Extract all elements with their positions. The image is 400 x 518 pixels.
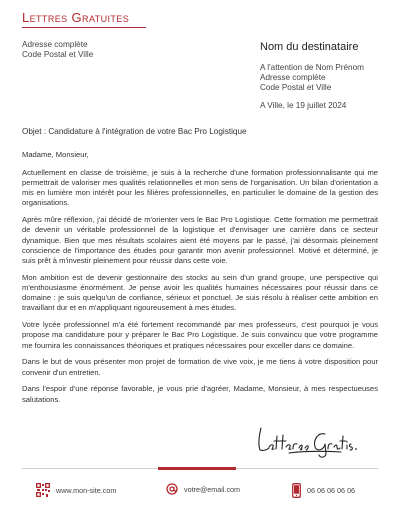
footer-phone[interactable] (292, 483, 355, 498)
footer-email-text: votre@email.com (184, 484, 241, 494)
footer-email[interactable] (166, 483, 240, 495)
brand-title: Lettres Gratuites (22, 10, 130, 25)
qr-code-icon (36, 483, 50, 497)
recipient-name: Nom du destinataire (260, 41, 359, 53)
recipient-address: Adresse complète (260, 73, 326, 82)
recipient-attention: A l'attention de Nom Prénom (260, 63, 364, 72)
brand-underline (22, 27, 146, 28)
footer-website[interactable] (36, 483, 116, 497)
letter-greeting: Madame, Monsieur, (22, 150, 89, 159)
body-paragraph-6: Dans l'espoir d'une réponse favorable, je vous prie d'agréer, Madame, Monsieur, à mes respectueuses salutations. (22, 384, 378, 404)
footer-phone-text: 06 06 06 06 06 (307, 486, 355, 495)
body-paragraph-1: Actuellement en classe de troisième, je suis à la recherche d'une formation professionnalisante qui me permettrait de valoriser mes qualités relationnelles et mon sens de l'organisation. Un bilan d'orientation a mis en lumière mon intérêt pour les filières professionnelles, en particulier le domaine de la gestion des organisations. (22, 167, 378, 208)
sender-address: Adresse complète (22, 40, 88, 49)
letter-body (22, 150, 378, 411)
mobile-phone-icon (292, 483, 301, 498)
letter-date: A Ville, le 19 juillet 2024 (260, 101, 347, 110)
handwritten-signature (255, 420, 365, 460)
letter-subject: Objet : Candidature à l'intégration de votre Bac Pro Logistique (22, 127, 247, 136)
at-sign-icon (166, 483, 178, 495)
body-paragraph-2: Après mûre réflexion, j'ai décidé de m'orienter vers le Bac Pro Logistique. Cette formation me permettrait de devenir un véritable professionnel de la logistique et d'envisager une carrière dans ce secteur dynamique. Bien que mes résultats scolaires aient été moyens par le passé, j'ai désormais pleinement conscience de l'importance des études pour garantir mon avenir professionnel. Motivé et déterminé, je suis prêt à m'investir pleinement pour réussir dans cette voie. (22, 215, 378, 266)
footer-accent-bar (158, 467, 236, 470)
body-paragraph-3: Mon ambition est de devenir gestionnaire des stocks au sein d'un grand groupe, une perspective qui m'enthousiasme énormément. Je pense avoir les qualités humaines nécessaires pour réussir dans ce domaine : je suis quelqu'un de confiance, sérieux et ponctuel. Je suis résolu à réaliser cette ambition en travaillant dur et en m'appliquant rigoureusement à mes études. (22, 272, 378, 313)
sender-postal-city: Code Postal et Ville (22, 50, 94, 59)
sender-block (22, 40, 93, 60)
recipient-postal-city: Code Postal et Ville (260, 83, 332, 92)
body-paragraph-4: Votre lycée professionnel m'a été fortement recommandé par mes professeurs, c'est pourquoi je vous propose ma candidature pour y préparer le Bac Pro Logistique. Je suis convaincu que votre programme me fournira les connaissances théoriques et pratiques nécessaires pour exceller dans ce domaine. (22, 320, 378, 350)
recipient-block (260, 63, 364, 93)
footer-website-text: www.mon-site.com (56, 485, 117, 495)
body-paragraph-5: Dans le but de vous présenter mon projet de formation de vive voix, je me tiens à votre disposition pour convenir d'un entretien. (22, 357, 378, 377)
